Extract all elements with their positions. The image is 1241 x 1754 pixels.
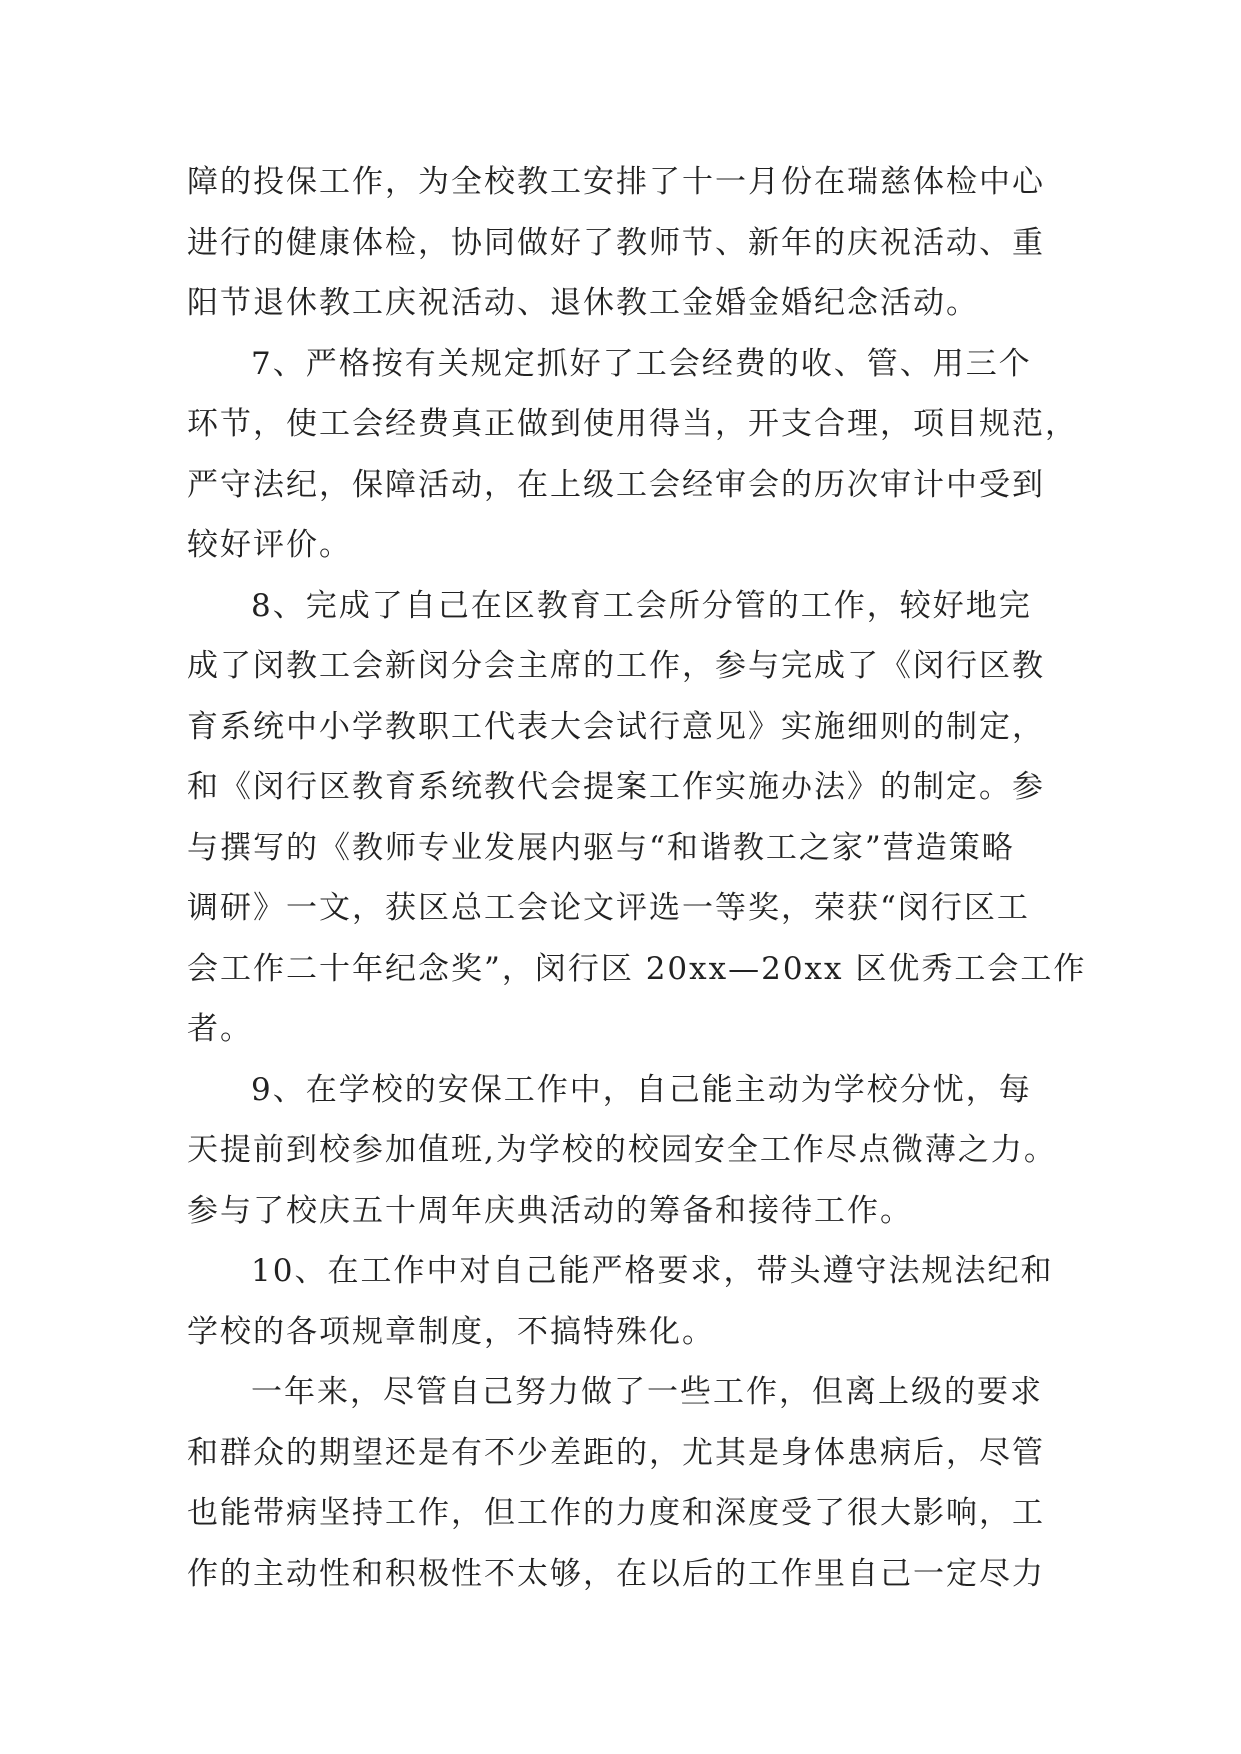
text-line: 10、在工作中对自己能严格要求，带头遵守法规法纪和 [251,1253,1054,1289]
text-line: 者。 [187,1011,253,1047]
text-line: 环节，使工会经费真正做到使用得当，开支合理，项目规范， [187,406,1078,442]
text-line: 会工作二十年纪念奖”，闵行区 20xx—20xx 区优秀工会工作 [187,950,1087,987]
text-line: 与撰写的《教师专业发展内驱与“和谐教工之家”营造策略 [187,829,1015,866]
text-line: 育系统中小学教职工代表大会试行意见》实施细则的制定， [187,708,1045,745]
text-line: 调研》一文，获区总工会论文评选一等奖，荣获“闵行区工 [187,890,1030,926]
text-line: 进行的健康体检，协同做好了教师节、新年的庆祝活动、重 [187,224,1045,261]
text-line: 9、在学校的安保工作中，自己能主动为学校分忧，每 [251,1071,1032,1108]
text-line: 也能带病坚持工作，但工作的力度和深度受了很大影响，工 [187,1495,1045,1531]
text-line: 阳节退休教工庆祝活动、退休教工金婚金婚纪念活动。 [187,285,979,321]
text-line: 7、严格按有关规定抓好了工会经费的收、管、用三个 [251,345,1032,382]
text-line: 学校的各项规章制度，不搞特殊化。 [187,1313,715,1350]
text-line: 和群众的期望还是有不少差距的，尤其是身体患病后，尽管 [187,1434,1045,1471]
text-line: 8、完成了自己在区教育工会所分管的工作，较好地完 [251,587,1032,624]
document-body [187,152,1087,1604]
text-line: 一年来，尽管自己努力做了一些工作，但离上级的要求 [251,1374,1043,1410]
text-line: 障的投保工作，为全校教工安排了十一月份在瑞慈体检中心 [187,164,1045,200]
text-line: 参与了校庆五十周年庆典活动的筹备和接待工作。 [187,1192,913,1229]
text-line: 较好评价。 [187,527,352,563]
text-line: 作的主动性和积极性不太够，在以后的工作里自己一定尽力 [187,1555,1045,1592]
text-line: 成了闵教工会新闵分会主席的工作，参与完成了《闵行区教 [187,648,1045,684]
text-line: 天提前到校参加值班,为学校的校园安全工作尽点微薄之力。 [187,1132,1057,1168]
text-line: 和《闵行区教育系统教代会提案工作实施办法》的制定。参 [187,769,1045,805]
text-line: 严守法纪，保障活动，在上级工会经审会的历次审计中受到 [187,466,1045,503]
